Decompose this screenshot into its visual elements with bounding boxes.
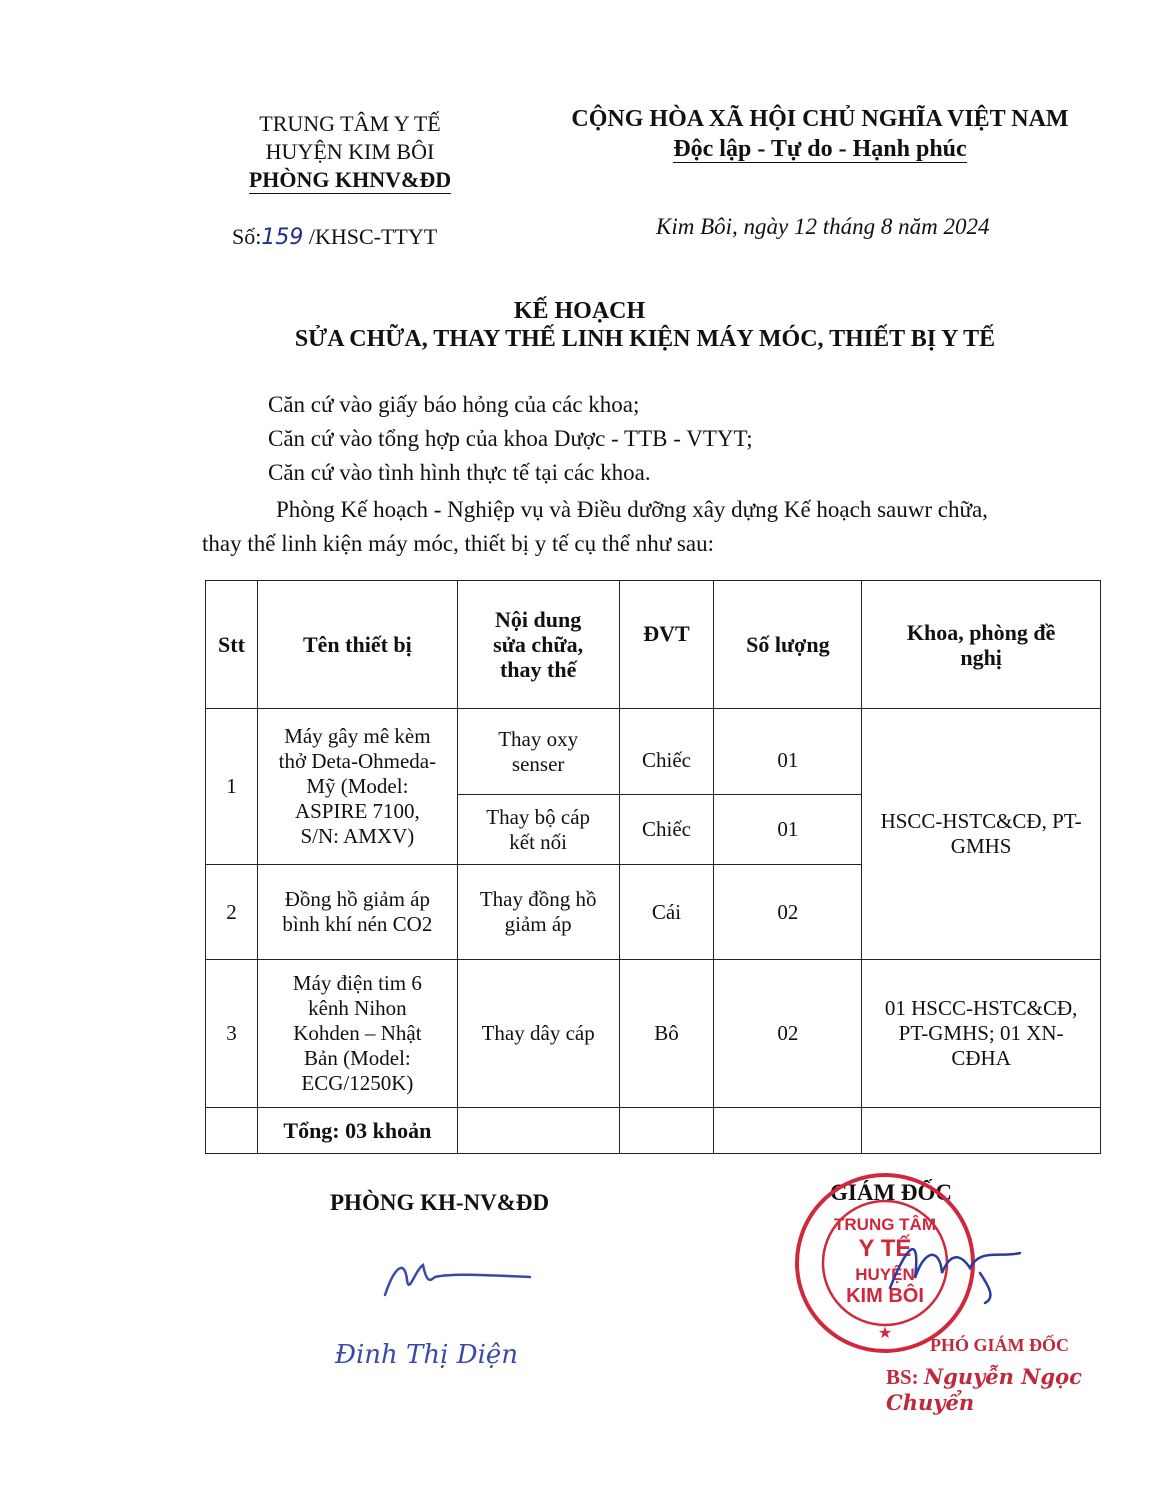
basis-line-1: Căn cứ vào giấy báo hỏng của các khoa; [268, 392, 640, 417]
country-motto-wrap [520, 134, 1120, 164]
doc-no-prefix: Số: [232, 224, 262, 249]
dept-line: GMHS [950, 833, 1012, 858]
total-empty-cell [862, 1107, 1101, 1153]
left-signer-title: PHÒNG KH-NV&ĐD [330, 1190, 550, 1215]
row-device-name [257, 865, 457, 959]
header-content-l3: thay thế [499, 657, 577, 683]
device-name-line: Máy gây mê kèm [284, 724, 431, 749]
org-header [200, 110, 500, 194]
org-line-3 [200, 166, 500, 194]
header-content [457, 581, 619, 709]
header-department [862, 581, 1101, 709]
content-line: giảm áp [504, 912, 572, 937]
stamp-star-icon: ★ [877, 1325, 893, 1342]
left-signer-name: Đinh Thị Diện [335, 1340, 519, 1370]
device-name-line: ECG/1250K) [301, 1070, 414, 1095]
device-name-line: Máy điện tim 6 [292, 970, 422, 995]
row-quantity: 01 [714, 709, 862, 795]
country-header [520, 104, 1120, 164]
device-name-line: bình khí nén CO2 [282, 912, 433, 937]
stamp-line-4: KIM BÔI [846, 1285, 924, 1307]
intro-line-1: Phòng Kế hoạch - Nghiệp vụ và Điều dưỡng xây dựng Kế hoạch sauwr chữa, [276, 497, 988, 522]
row-quantity: 02 [714, 959, 862, 1107]
org-line-2: HUYỆN KIM BÔI [265, 139, 435, 164]
device-name-line: kênh Nihon [308, 995, 407, 1020]
basis-line-2: Căn cứ vào tổng hợp của khoa Dược - TTB - VTYT; [268, 426, 753, 451]
row-unit: Bô [619, 959, 714, 1107]
org-line-1: TRUNG TÂM Y TẾ [259, 111, 441, 136]
right-signer-prefix: BS: [886, 1365, 919, 1389]
org-dept-name: PHÒNG KHNV&ĐD [248, 167, 452, 192]
content-line: Thay bộ cáp [486, 804, 591, 829]
right-signer-name-line [886, 1364, 1159, 1416]
device-name-line: Đồng hồ giảm áp [284, 887, 430, 912]
device-name-line: ASPIRE 7100, [294, 799, 420, 824]
content-line: kết nối [509, 829, 568, 854]
document-title: KẾ HOẠCH [513, 298, 646, 324]
row-stt: 2 [206, 865, 258, 959]
basis-line-3: Căn cứ vào tình hình thực tế tại các khoa. [268, 460, 651, 485]
repair-plan-table [205, 580, 1101, 1154]
row-department-group [862, 709, 1101, 959]
row-stt: 3 [206, 959, 258, 1107]
total-empty-cell [206, 1107, 258, 1153]
content-line: senser [511, 751, 565, 776]
document-number [232, 224, 437, 250]
header-device-name: Tên thiết bị [257, 581, 457, 709]
left-signature-mark [375, 1255, 545, 1305]
doc-no-suffix: /KHSC-TTYT [308, 224, 438, 249]
table-total-row [206, 1107, 1101, 1153]
stamp-line-1: TRUNG TÂM [834, 1215, 936, 1234]
dept-line: 01 HSCC-HSTC&CĐ, [884, 995, 1078, 1020]
table-row [206, 709, 1101, 795]
total-empty-cell [457, 1107, 619, 1153]
row-content: Thay dây cáp [457, 959, 619, 1107]
header-content-l1: Nội dung [495, 607, 582, 633]
row-department [862, 959, 1101, 1107]
row-unit: Chiếc [619, 795, 714, 865]
header-dept-l1: Khoa, phòng đề [906, 619, 1056, 645]
device-name-line: Bản (Model: [304, 1045, 411, 1070]
right-signer-title: GIÁM ĐỐC [830, 1180, 953, 1205]
stamp-line-2: Y TẾ [858, 1235, 912, 1262]
table-row [206, 959, 1101, 1107]
device-name-line: thở Deta-Ohmeda- [278, 749, 437, 774]
document-date: Kim Bôi, ngày 12 tháng 8 năm 2024 [656, 214, 990, 239]
table-header-row [206, 581, 1101, 709]
row-unit: Chiếc [619, 709, 714, 795]
header-quantity: Số lượng [714, 581, 862, 709]
header-content-l2: sửa chữa, [493, 632, 584, 658]
dept-line: CĐHA [951, 1045, 1011, 1070]
device-name-line: Kohden – Nhật [293, 1020, 422, 1045]
total-label: Tổng: 03 khoản [257, 1107, 457, 1153]
stamp-line-3: HUYỆN [855, 1265, 915, 1284]
row-unit: Cái [619, 865, 714, 959]
right-signer-subtitle: PHÓ GIÁM ĐỐC [930, 1335, 1069, 1355]
row-content [457, 865, 619, 959]
dept-line: HSCC-HSTC&CĐ, PT- [880, 808, 1082, 833]
total-empty-cell [714, 1107, 862, 1153]
country-name: CỘNG HÒA XÃ HỘI CHỦ NGHĨA VIỆT NAM [571, 106, 1069, 132]
row-device-name [257, 709, 457, 865]
row-quantity: 02 [714, 865, 862, 959]
header-stt: Stt [206, 581, 258, 709]
document-subtitle: SỬA CHỮA, THAY THẾ LINH KIỆN MÁY MÓC, THIẾT BỊ Y TẾ [294, 326, 996, 352]
dept-line: PT-GMHS; 01 XN- [898, 1020, 1064, 1045]
intro-line-2: thay thế linh kiện máy móc, thiết bị y tế cụ thể như sau: [202, 531, 714, 556]
header-unit: ĐVT [619, 581, 714, 709]
device-name-line: Mỹ (Model: [306, 774, 409, 799]
row-device-name [257, 959, 457, 1107]
row-quantity: 01 [714, 795, 862, 865]
doc-no-value: 159 [261, 225, 304, 250]
row-content [457, 709, 619, 795]
right-signature-mark [880, 1228, 1030, 1308]
row-stt: 1 [206, 709, 258, 865]
total-empty-cell [619, 1107, 714, 1153]
row-content [457, 795, 619, 865]
content-line: Thay đồng hồ [479, 887, 597, 912]
country-motto: Độc lập - Tự do - Hạnh phúc [673, 136, 967, 162]
right-signer-name: Nguyễn Ngọc Chuyển [886, 1364, 1082, 1415]
header-dept-l2: nghị [960, 644, 1002, 670]
device-name-line: S/N: AMXV) [300, 824, 415, 849]
content-line: Thay oxy [498, 726, 579, 751]
